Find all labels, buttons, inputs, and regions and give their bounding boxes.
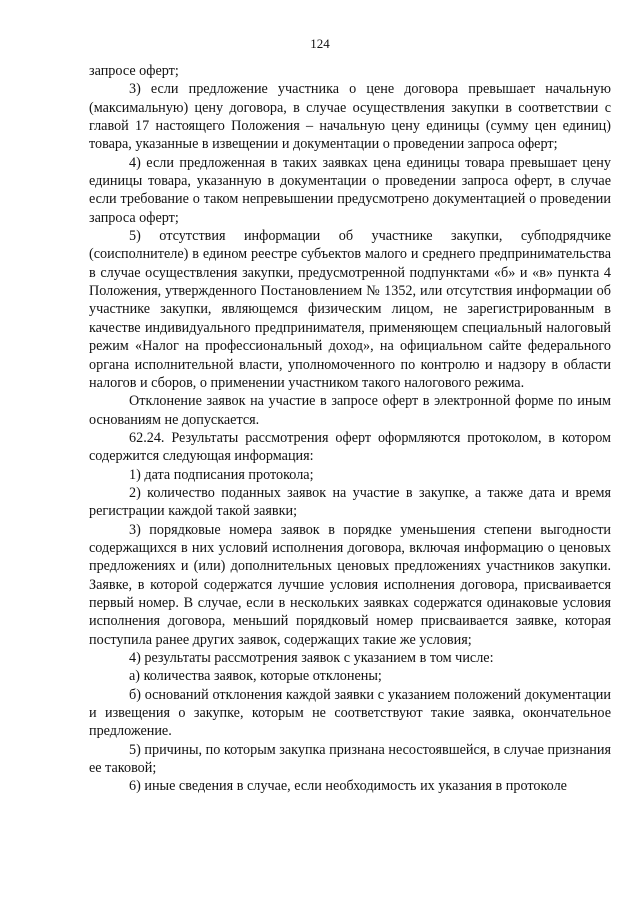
paragraph-continuation: запросе оферт; [89, 63, 179, 79]
paragraph-item-4: 4) если предложенная в таких заявках цена единицы товара превышает цену единицы товара, указанную в документации о проведении запроса оферт, в случае если требование о таком непревышении предусмотрено документацией о проведении запроса оферт; [89, 154, 611, 226]
page-number: 124 [310, 36, 330, 51]
paragraph-protocol-item-4b: б) оснований отклонения каждой заявки с указанием положений документации и извещения о закупке, которым не соответствуют такие заявка, окончательное предложение. [89, 686, 611, 740]
paragraph-protocol-item-5: 5) причины, по которым закупка признана несостоявшейся, в случае признания ее таковой; [89, 741, 611, 777]
paragraph-protocol-item-2: 2) количество поданных заявок на участие в закупке, а также дата и время регистрации каждой такой заявки; [89, 484, 611, 520]
paragraph-item-5: 5) отсутствия информации об участнике закупки, субподрядчике (соисполнителе) в едином реестре субъектов малого и среднего предпринимательства в случае осуществления закупки, предусмотренной подпунктами «б» и «в» пункта 4 Положения, утвержденного Постановлением № 1352, или отсутствия информации об участнике закупки, являющемся физическим лицом, не зарегистрированным в качестве индивидуального предпринимателя, применяющем специальный налоговый режим «Налог на профессиональный доход», на официальном сайте федерального органа исполнительной власти, уполномоченного по контролю и надзору в области налогов и сборов, о применении участником такого налогового режима. [89, 228, 611, 391]
document-body [89, 62, 611, 796]
paragraph-protocol-item-6: 6) иные сведения в случае, если необходимость их указания в протоколе [129, 778, 567, 795]
paragraph-protocol-item-1: 1) дата подписания протокола; [129, 466, 314, 483]
paragraph-item-3: 3) если предложение участника о цене договора превышает начальную (максимальную) цену договора, в случае осуществления закупки в соответствии с главой 17 настоящего Положения – начальную цену единицы (сумму цен единиц) товара, указанные в извещении и документации о проведении запроса оферт; [89, 81, 611, 153]
paragraph-rejection-note: Отклонение заявок на участие в запросе оферт в электронной форме по иным основаниям не допускается. [89, 393, 611, 428]
paragraph-protocol-item-3: 3) порядковые номера заявок в порядке уменьшения степени выгодности содержащихся в них условий исполнения договора, включая информацию о ценовых предложениях и (или) дополнительных ценовых предложениях участников закупки. Заявке, в которой содержатся лучшие условия исполнения договора, присваивается первый номер. В случае, если в нескольких заявках содержатся одинаковые условия исполнения договора, меньший порядковый номер присваивается заявке, которая поступила ранее других заявок, содержащих такие же условия; [89, 521, 611, 648]
paragraph-section-62-24: 62.24. Результаты рассмотрения оферт оформляются протоколом, в котором содержится следующая информация: [89, 429, 611, 465]
paragraph-protocol-item-4: 4) результаты рассмотрения заявок с указанием в том числе: [129, 650, 494, 666]
paragraph-protocol-item-4a: а) количества заявок, которые отклонены; [129, 668, 382, 685]
